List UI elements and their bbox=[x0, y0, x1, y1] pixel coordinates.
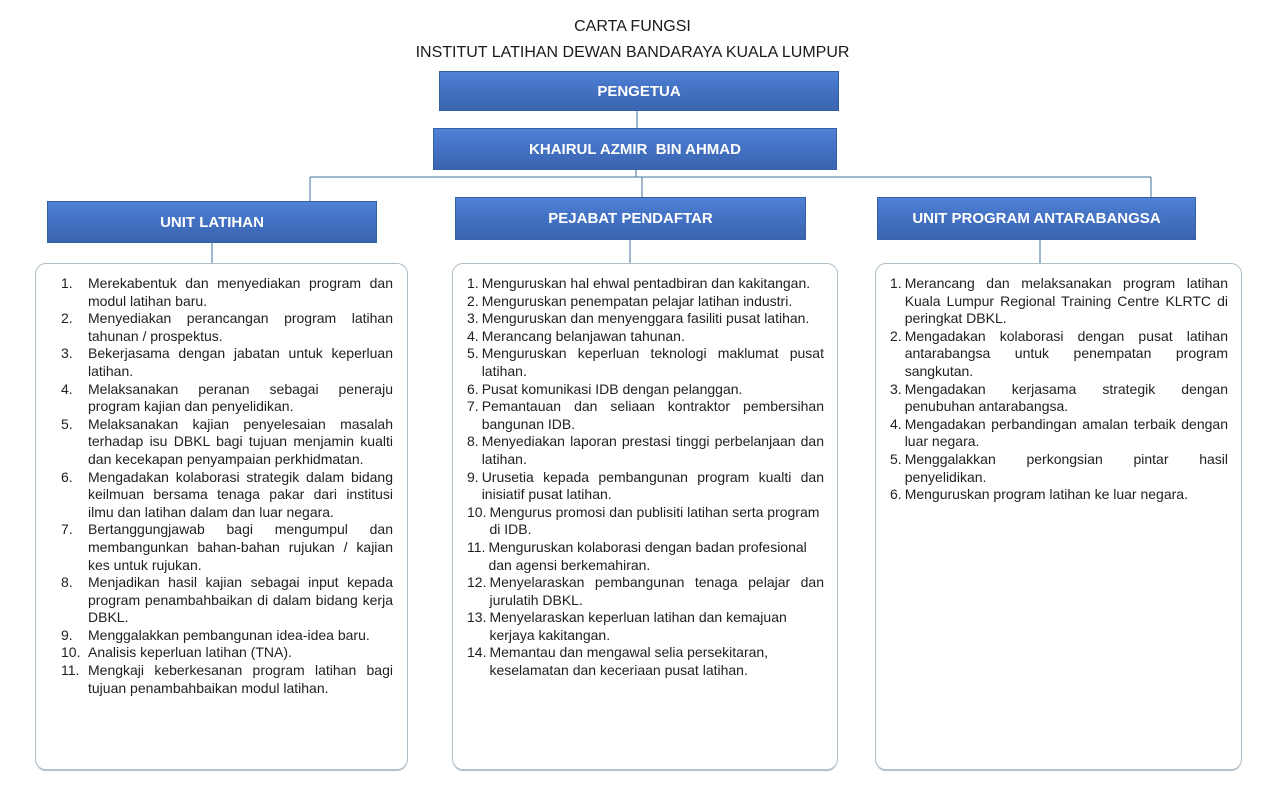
list-item bbox=[467, 539, 824, 574]
item-text: Merancang dan melaksanakan program latihan Kuala Lumpur Regional Training Centre KLRTC di peringkat DBKL. bbox=[904, 275, 1228, 327]
item-text: Menyediakan perancangan program latihan tahunan / prospektus. bbox=[88, 310, 393, 344]
list-item bbox=[467, 433, 824, 468]
item-text: Menguruskan program latihan ke luar negara. bbox=[904, 486, 1188, 503]
item-text: Mengurus promosi dan publisiti latihan serta program di IDB. bbox=[489, 503, 820, 538]
item-number: 8. bbox=[467, 433, 479, 450]
item-number: 10. bbox=[61, 644, 81, 661]
panel-pejabat-pendaftar bbox=[452, 263, 838, 770]
box-principal-name-label: KHAIRUL AZMIR BIN AHMAD bbox=[529, 140, 741, 158]
item-number: 1. bbox=[61, 275, 73, 291]
box-pengetua bbox=[439, 71, 839, 111]
list-item bbox=[61, 416, 393, 469]
list-item bbox=[467, 328, 824, 346]
item-text: Menyelaraskan keperluan latihan dan kemajuan kerjaya kakitangan. bbox=[489, 609, 787, 643]
item-text: Mengkaji keberkesanan program latihan bagi tujuan penambahbaikan modul latihan. bbox=[88, 662, 393, 696]
list-item bbox=[890, 416, 1228, 451]
list-item bbox=[467, 381, 824, 399]
header-unit-program-antarabangsa-label: UNIT PROGRAM ANTARABANGSA bbox=[912, 210, 1161, 227]
list-item bbox=[467, 469, 824, 504]
item-number: 11. bbox=[61, 662, 80, 679]
item-number: 9. bbox=[61, 626, 73, 643]
item-number: 4. bbox=[467, 327, 479, 344]
list-item bbox=[467, 574, 824, 609]
list-item bbox=[61, 275, 393, 310]
item-text: Pusat komunikasi IDB dengan pelanggan. bbox=[481, 380, 743, 397]
item-number: 11. bbox=[467, 538, 486, 555]
item-number: 5. bbox=[61, 415, 73, 432]
list-item bbox=[890, 451, 1228, 486]
header-unit-latihan-label: UNIT LATIHAN bbox=[160, 213, 264, 231]
item-number: 2. bbox=[890, 327, 902, 344]
item-number: 5. bbox=[467, 345, 479, 362]
header-unit-latihan bbox=[47, 201, 377, 243]
item-text: Merekabentuk dan menyediakan program dan modul latihan baru. bbox=[88, 275, 393, 309]
item-number: 2. bbox=[61, 310, 73, 327]
item-number: 6. bbox=[890, 486, 902, 503]
panel-unit-program-antarabangsa bbox=[875, 263, 1242, 770]
item-number: 5. bbox=[890, 450, 902, 467]
list-item bbox=[467, 609, 824, 644]
list-item bbox=[61, 644, 393, 662]
header-unit-program-antarabangsa bbox=[877, 197, 1196, 240]
item-number: 7. bbox=[61, 521, 73, 538]
list-item bbox=[890, 328, 1228, 381]
item-text: Menggalakkan pembangunan idea-idea baru. bbox=[88, 626, 370, 643]
item-number: 13. bbox=[467, 609, 487, 626]
item-number: 1. bbox=[467, 275, 479, 291]
item-text: Menguruskan kolaborasi dengan badan profesional dan agensi berkemahiran. bbox=[488, 538, 807, 573]
item-text: Menguruskan hal ehwal pentadbiran dan kakitangan. bbox=[481, 275, 811, 291]
header-pejabat-pendaftar bbox=[455, 197, 806, 240]
list-item bbox=[61, 521, 393, 574]
item-text: Melaksanakan peranan sebagai peneraju program kajian dan penyelidikan. bbox=[88, 380, 393, 415]
list-item bbox=[61, 310, 393, 345]
item-text: Menguruskan dan menyenggara fasiliti pusat latihan. bbox=[481, 310, 810, 327]
item-text: Pemantauan dan seliaan kontraktor pembersihan bangunan IDB. bbox=[481, 398, 824, 432]
list-item bbox=[890, 486, 1228, 504]
list-item bbox=[61, 574, 393, 627]
item-number: 3. bbox=[890, 380, 902, 397]
item-number: 8. bbox=[61, 574, 73, 591]
chart-title-line1: CARTA FUNGSI bbox=[574, 18, 691, 35]
item-text: Bertanggungjawab bagi mengumpul dan membangunkan bahan-bahan rujukan / kajian kes untuk rujukan. bbox=[88, 521, 393, 573]
item-text: Merancang belanjawan tahunan. bbox=[481, 327, 685, 344]
chart-title-line2: INSTITUT LATIHAN DEWAN BANDARAYA KUALA LUMPUR bbox=[415, 44, 850, 61]
list-item bbox=[61, 469, 393, 522]
item-number: 6. bbox=[61, 468, 73, 485]
item-number: 4. bbox=[890, 415, 902, 432]
list-item bbox=[467, 345, 824, 380]
item-text: Menyediakan laporan prestasi tinggi perbelanjaan dan latihan. bbox=[481, 433, 824, 467]
item-text: Mengadakan perbandingan amalan terbaik dengan luar negara. bbox=[904, 415, 1228, 450]
item-number: 9. bbox=[467, 468, 479, 485]
list-item bbox=[890, 381, 1228, 416]
item-number: 6. bbox=[467, 380, 479, 397]
item-number: 10. bbox=[467, 503, 487, 520]
box-principal-name bbox=[433, 128, 837, 170]
item-text: Mengadakan kerjasama strategik dengan penubuhan antarabangsa. bbox=[904, 380, 1228, 415]
list-item bbox=[467, 275, 824, 293]
item-number: 3. bbox=[467, 310, 479, 327]
item-number: 1. bbox=[890, 275, 902, 291]
item-text: Memantau dan mengawal selia persekitaran, keselamatan dan keceriaan pusat latihan. bbox=[489, 644, 769, 679]
item-text: Menggalakkan perkongsian pintar hasil penyelidikan. bbox=[904, 450, 1228, 485]
item-number: 12. bbox=[467, 574, 487, 591]
item-text: Analisis keperluan latihan (TNA). bbox=[88, 644, 292, 661]
list-item bbox=[467, 504, 824, 539]
box-pengetua-label: PENGETUA bbox=[597, 82, 681, 100]
item-text: Menyelaraskan pembangunan tenaga pelajar dan jurulatih DBKL. bbox=[489, 574, 824, 608]
item-number: 2. bbox=[467, 292, 479, 309]
header-pejabat-pendaftar-label: PEJABAT PENDAFTAR bbox=[548, 210, 713, 227]
item-text: Urusetia kepada pembangunan program kualti dan inisiatif pusat latihan. bbox=[481, 468, 824, 503]
item-text: Menguruskan penempatan pelajar latihan industri. bbox=[481, 292, 793, 309]
item-text: Melaksanakan kajian penyelesaian masalah terhadap isu DBKL bagi tujuan menjamin kualti dan kecekapan penyampaian perkhidmatan. bbox=[88, 415, 393, 467]
item-number: 4. bbox=[61, 380, 73, 397]
item-number: 3. bbox=[61, 345, 73, 362]
list-item bbox=[467, 644, 824, 679]
list-item bbox=[61, 662, 393, 697]
panel-unit-latihan bbox=[35, 263, 408, 770]
list-item bbox=[467, 293, 824, 311]
item-number: 7. bbox=[467, 398, 479, 415]
item-text: Menjadikan hasil kajian sebagai input kepada program penambahbaikan di dalam bidang kerja DBKL. bbox=[88, 574, 393, 626]
item-number: 14. bbox=[467, 644, 487, 661]
item-text: Mengadakan kolaborasi strategik dalam bidang keilmuan bersama tenaga pakar dari institusi ilmu dan latihan dalam dan luar negara. bbox=[88, 468, 393, 520]
item-text: Menguruskan keperluan teknologi maklumat pusat latihan. bbox=[481, 345, 824, 379]
list-item bbox=[61, 627, 393, 645]
list-item bbox=[467, 398, 824, 433]
item-text: Bekerjasama dengan jabatan untuk keperluan latihan. bbox=[88, 345, 393, 379]
list-item bbox=[61, 345, 393, 380]
item-text: Mengadakan kolaborasi dengan pusat latihan antarabangsa untuk penempatan program sangkutan. bbox=[904, 327, 1228, 379]
list-item bbox=[61, 381, 393, 416]
list-item bbox=[890, 275, 1228, 328]
list-item bbox=[467, 310, 824, 328]
